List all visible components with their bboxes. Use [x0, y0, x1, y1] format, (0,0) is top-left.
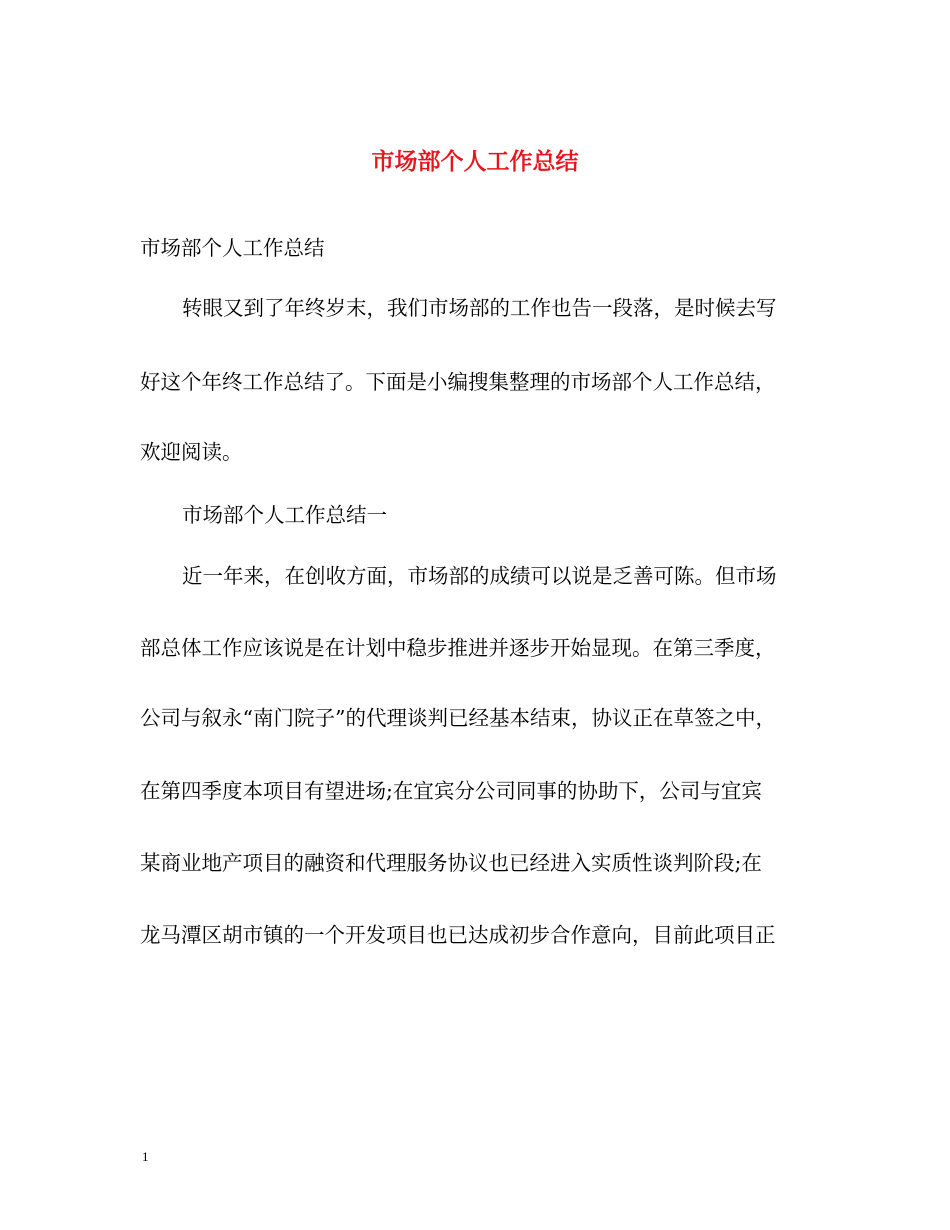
paragraph-line: 某商业地产项目的融资和代理服务协议也已经进入实质性谈判阶段;在 — [140, 851, 762, 875]
paragraph-line: 龙马潭区胡市镇的一个开发项目也已达成初步合作意向，目前此项目正 — [140, 923, 776, 947]
paragraph-line: 欢迎阅读。 — [140, 440, 243, 464]
paragraph-line: 在第四季度本项目有望进场;在宜宾分公司同事的协助下，公司与宜宾 — [140, 779, 762, 803]
page-number: 1 — [142, 1149, 149, 1164]
paragraph-line: 转眼又到了年终岁末，我们市场部的工作也告一段落，是时候去写 — [182, 296, 777, 320]
document-title: 市场部个人工作总结 — [371, 148, 579, 175]
subtitle-line: 市场部个人工作总结 — [140, 236, 325, 260]
paragraph-line: 好这个年终工作总结了。下面是小编搜集整理的市场部个人工作总结， — [140, 370, 776, 394]
paragraph-line: 公司与叙永“南门院子”的代理谈判已经基本结束，协议正在草签之中， — [140, 706, 776, 730]
section-heading: 市场部个人工作总结一 — [182, 503, 387, 527]
paragraph-line: 近一年来，在创收方面，市场部的成绩可以说是乏善可陈。但市场 — [182, 564, 777, 588]
paragraph-line: 部总体工作应该说是在计划中稳步推进并逐步开始显现。在第三季度， — [140, 636, 776, 660]
